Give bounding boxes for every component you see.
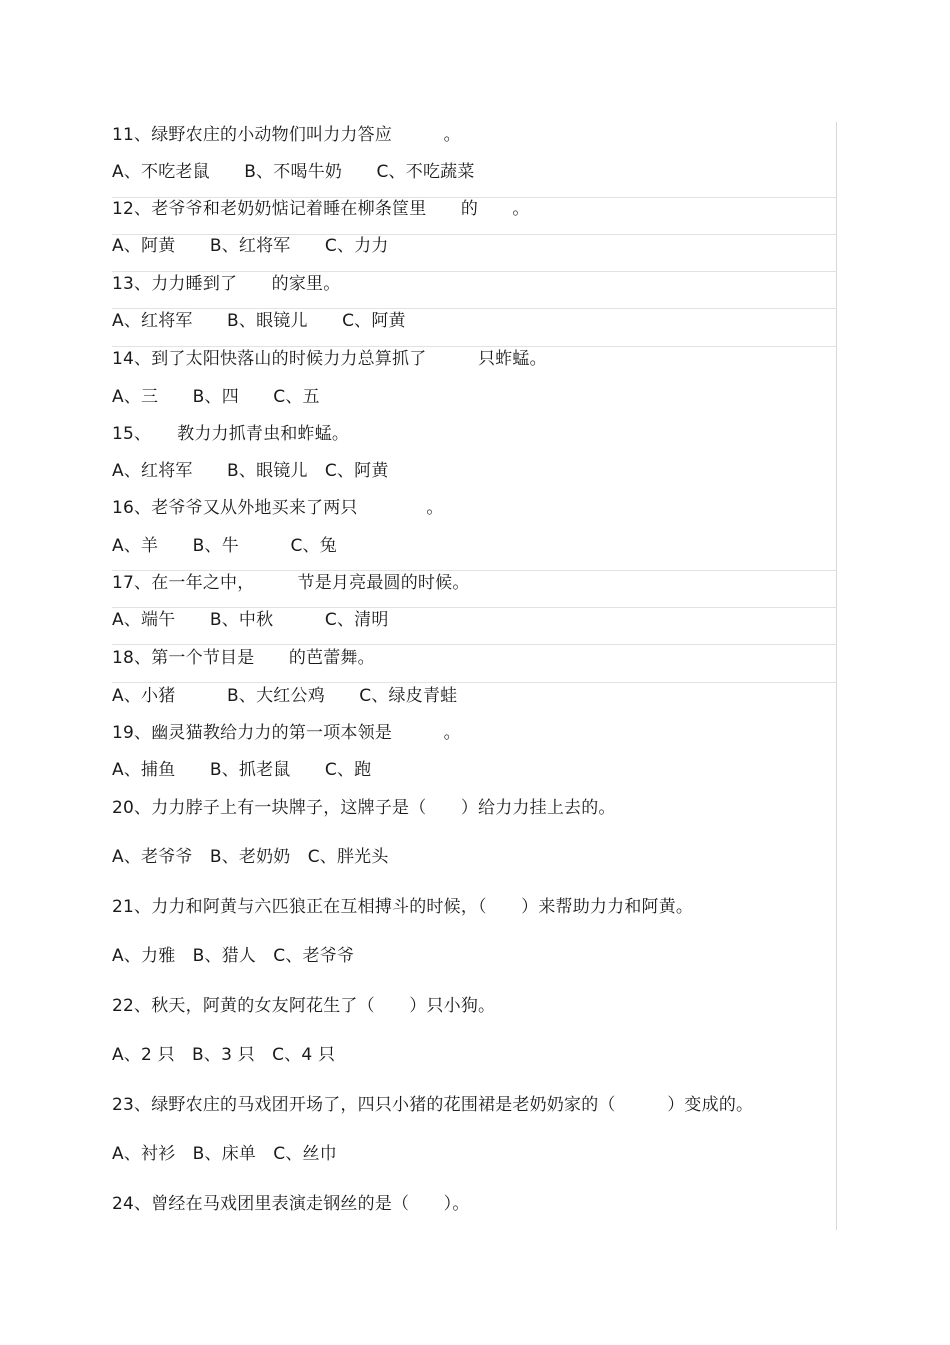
options-14: A、三 B、四 C、五 (112, 387, 320, 407)
options-15: A、红将军 B、眼镜儿 C、阿黄 (112, 461, 389, 481)
table-rule (112, 271, 837, 272)
options-19: A、捕鱼 B、抓老鼠 C、跑 (112, 760, 372, 780)
question-17: 17、在一年之中， 节是月亮最圆的时候。 (112, 573, 470, 593)
question-19: 19、幽灵猫教给力力的第一项本领是 。 (112, 723, 461, 743)
question-20: 20、力力脖子上有一块牌子，这牌子是（ ）给力力挂上去的。 (112, 798, 616, 818)
options-21: A、力雅 B、猎人 C、老爷爷 (112, 946, 355, 966)
table-rule (112, 346, 837, 347)
question-14: 14、到了太阳快落山的时候力力总算抓了 只蚱蜢。 (112, 349, 547, 369)
table-rule (112, 682, 837, 683)
question-22: 22、秋天，阿黄的女友阿花生了（ ）只小狗。 (112, 996, 496, 1016)
question-24: 24、曾经在马戏团里表演走钢丝的是（ ）。 (112, 1194, 470, 1214)
table-rule (112, 570, 837, 571)
options-11: A、不吃老鼠 B、不喝牛奶 C、不吃蔬菜 (112, 162, 475, 182)
options-13: A、红将军 B、眼镜儿 C、阿黄 (112, 311, 406, 331)
options-23: A、衬衫 B、床单 C、丝巾 (112, 1144, 337, 1164)
options-18: A、小猪 B、大红公鸡 C、绿皮青蛙 (112, 686, 458, 706)
question-18: 18、第一个节目是 的芭蕾舞。 (112, 648, 375, 668)
question-21: 21、力力和阿黄与六匹狼正在互相搏斗的时候，（ ）来帮助力力和阿黄。 (112, 897, 694, 917)
question-16: 16、老爷爷又从外地买来了两只 。 (112, 498, 444, 518)
table-rule (112, 607, 837, 608)
table-rule (112, 644, 837, 645)
options-12: A、阿黄 B、红将军 C、力力 (112, 236, 389, 256)
table-rule (112, 308, 837, 309)
options-17: A、端午 B、中秋 C、清明 (112, 610, 389, 630)
question-13: 13、力力睡到了 的家里。 (112, 274, 341, 294)
question-15: 15、 教力力抓青虫和蚱蜢。 (112, 424, 350, 444)
options-20: A、老爷爷 B、老奶奶 C、胖光头 (112, 847, 389, 867)
options-16: A、羊 B、牛 C、兔 (112, 536, 337, 556)
question-23: 23、绿野农庄的马戏团开场了，四只小猪的花围裙是老奶奶家的（ ）变成的。 (112, 1095, 754, 1115)
question-12: 12、老爷爷和老奶奶惦记着睡在柳条筐里 的 。 (112, 199, 530, 219)
question-11: 11、绿野农庄的小动物们叫力力答应 。 (112, 125, 461, 145)
options-22: A、2 只 B、3 只 C、4 只 (112, 1045, 336, 1065)
table-right-border (836, 122, 837, 1230)
